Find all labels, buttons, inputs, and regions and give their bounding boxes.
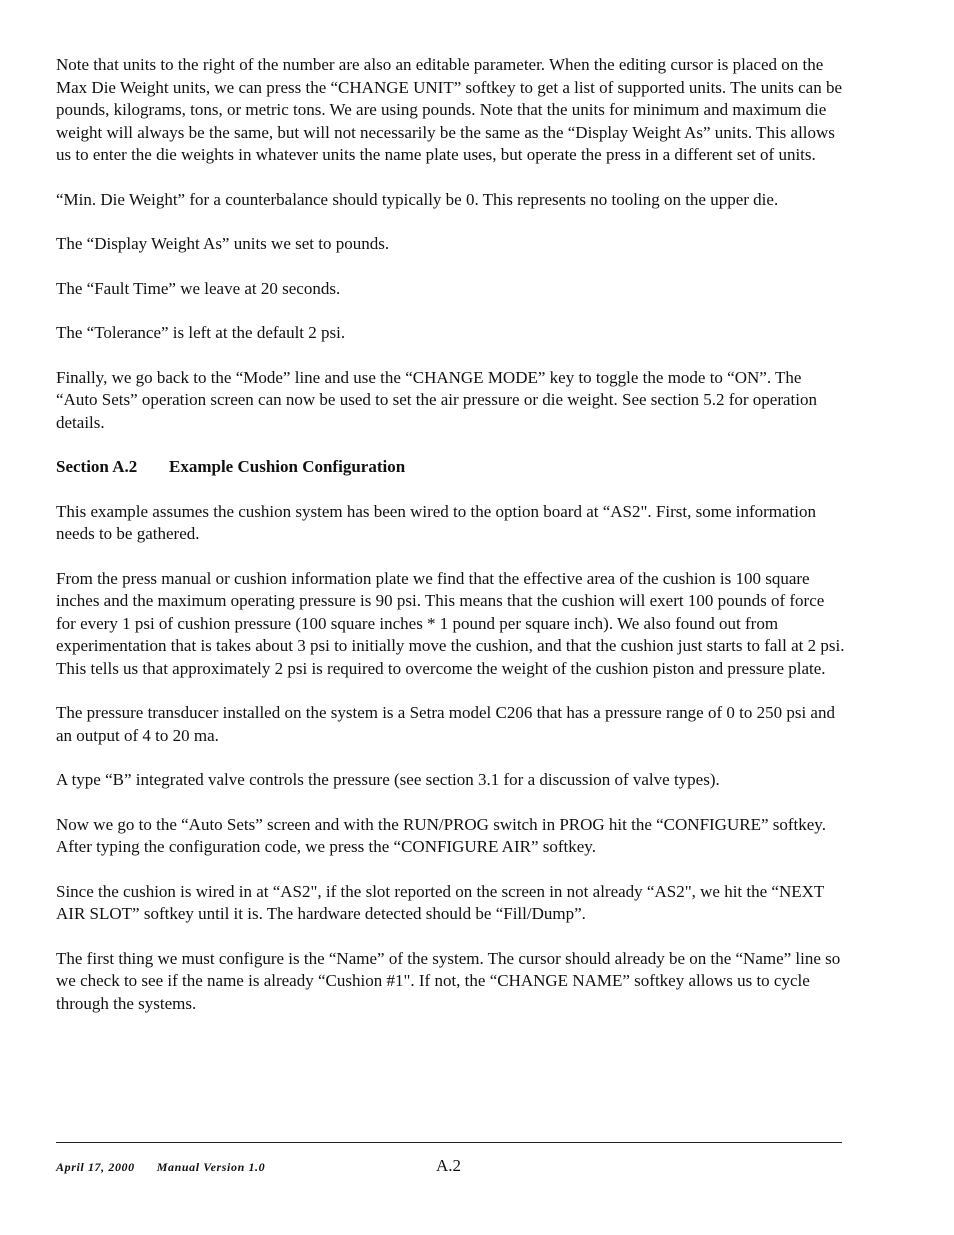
paragraph-min-die-weight: “Min. Die Weight” for a counterbalance should typically be 0. This represents no tooling on the upper die. bbox=[56, 189, 779, 209]
paragraph-air-slot: Since the cushion is wired in at “AS2", if the slot reported on the screen in not already “AS2", we hit the “NEXT AIR SLOT” softkey until it is. The hardware detected should be “Fill/Dump”. bbox=[56, 881, 824, 923]
section-number: Section A.2 bbox=[56, 457, 138, 476]
section-title: Example Cushion Configuration bbox=[169, 457, 406, 476]
paragraph-transducer: The pressure transducer installed on the system is a Setra model C206 that has a pressure range of 0 to 250 psi and an output of 4 to 20 ma. bbox=[56, 703, 835, 745]
paragraph-display-weight: The “Display Weight As” units we set to pounds. bbox=[56, 234, 390, 253]
footer-manual-version: Manual Version 1.0 bbox=[156, 1160, 266, 1174]
footer-divider bbox=[56, 1142, 842, 1143]
paragraph-valve-type: A type “B” integrated valve controls the pressure (see section 3.1 for a discussion of valve types). bbox=[56, 770, 720, 789]
paragraph-cushion-area: From the press manual or cushion information plate we find that the effective area of the cushion is 100 square inches and the maximum operating pressure is 90 psi. This means that the cushion will exert 100 pounds of force for every 1 psi of cushion pressure (100 square inches * 1 pound per square inch). We also found out from experimentation that is takes about 3 psi to initially move the cushion, and that the cushion just starts to fall at 2 psi. This tells us that approximately 2 psi is required to overcome the weight of the cushion piston and pressure plate. bbox=[56, 568, 845, 678]
paragraph-fault-time: The “Fault Time” we leave at 20 seconds. bbox=[56, 278, 341, 298]
paragraph-name: The first thing we must configure is the “Name” of the system. The cursor should already be on the “Name” line so we check to see if the name is already “Cushion #1". If not, the “CHANGE NAME” softkey allows us to cycle through the systems. bbox=[56, 948, 841, 1013]
paragraph-units-note: Note that units to the right of the number are also an editable parameter. When the editing cursor is placed on the Max Die Weight units, we can press the “CHANGE UNIT” softkey to get a list of supported units. The units can be pounds, kilograms, tons, or metric tons. We are using pounds. Note that the units for minimum and maximum die weight will always be the same, but will not necessarily be the same as the “Display Weight As” units. This allows us to enter the die weights in whatever units the name plate uses, but operate the press in a different set of units. bbox=[56, 55, 842, 164]
paragraph-mode: Finally, we go back to the “Mode” line and use the “CHANGE MODE” key to toggle the mode to “ON”. The “Auto Sets” operation screen can now be used to set the air pressure or die weight. See section 5.2 for operation details. bbox=[56, 367, 817, 432]
footer-page-number: A.2 bbox=[436, 1156, 462, 1175]
section-heading bbox=[56, 456, 846, 479]
paragraph-cushion-intro: This example assumes the cushion system has been wired to the option board at “AS2". First, some information needs to be gathered. bbox=[56, 501, 817, 543]
paragraph-tolerance: The “Tolerance” is left at the default 2 psi. bbox=[56, 323, 346, 342]
document-page bbox=[56, 54, 846, 1037]
paragraph-configure: Now we go to the “Auto Sets” screen and with the RUN/PROG switch in PROG hit the “CONFIGURE” softkey. After typing the configuration code, we press the “CONFIGURE AIR” softkey. bbox=[56, 814, 826, 856]
footer-date: April 17, 2000 bbox=[56, 1160, 135, 1174]
footer-info bbox=[56, 1160, 265, 1175]
